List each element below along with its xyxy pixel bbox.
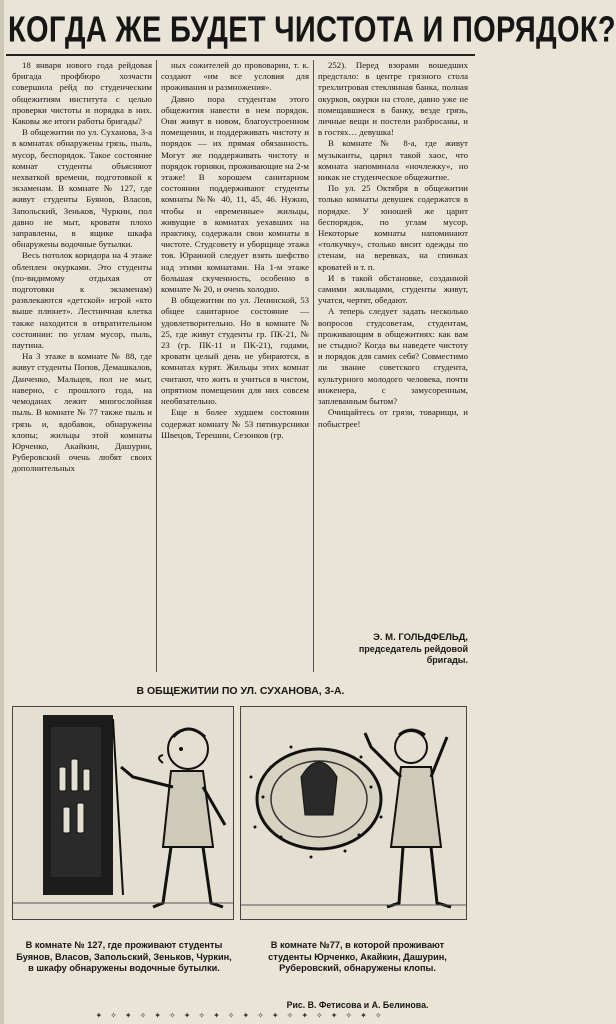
headline-rule (6, 54, 475, 56)
cartoon-caption-wardrobe: В комнате № 127, где проживают студенты Буянов, Власов, Запольский, Зеньков, Чуркин, в шкафу обнаружены водочные бутылки. (16, 940, 232, 973)
signature-name: Э. М. ГОЛЬДФЕЛЬД, (373, 632, 468, 643)
paragraph: В общежитии по ул. Суханова, 3-а в комнатах обнаружены грязь, пыль, мусор, беспорядок. Такое состояние комнат студенты объясняют нехваткой времени, подготовкой к экзаменам. В комнате № 127, где живут студенты Буянов, Власов, Запольский, Зеньков, Чуркин, пол давно не мыт, кровати плохо заправлены, в ящике шкафа обнаружены водочные бутылки. (12, 127, 152, 250)
paragraph: А теперь следует задать несколько вопросов студсоветам, студентам, проживающим в общежитиях: как вам не стыдно? Когда вы наведете чистоту и порядок для самих себя? Совместимо ли звание советского студента, культурного молодого человека, почти инженера, с замусоренным, заплеванным бытом? (318, 306, 468, 407)
article-column-3 (318, 60, 468, 660)
signature (318, 632, 468, 666)
paragraph: Еще в более худшем состоянии содержат комнату № 53 пятикурсники Швецов, Терешин, Сезонков (гр. (161, 407, 309, 440)
article-column-2 (161, 60, 309, 692)
headline: КОГДА ЖЕ БУДЕТ ЧИСТОТА И ПОРЯДОК? (8, 10, 616, 50)
paragraph: 18 января нового года рейдовая бригада профбюро хозчасти совершила рейд по студенческим общежитиям института с целью проверки чистоты и порядка в них. Каковы же итоги работы бригады? (12, 60, 152, 127)
paragraph: В общежитии по ул. Ленинской, 53 общее санитарное состояние — удовлетворительно. Но в комнате № 25, где живут студенты гр. ПК-21, № 23 (гр. ПК-11 и ПК-21), годами, кровати целый день не убираются, в комнатах курят. Жильцы этих комнат считают, что жить и учиться в чистом, опрятном помещении для них совсем необязательно. (161, 295, 309, 407)
cartoon-bedbugs-drawing (241, 707, 466, 919)
paragraph: И в такой обстановке, созданной самими жильцами, студенты живут, учатся, чертят, обедают. (318, 272, 468, 306)
paragraph: Давно пора студентам этого общежития навести в нем порядок. Они живут в новом, благоустроенном помещении, и поддерживать чистоту и порядок — их прямая обязанность. Могут же поддерживать чистоту и порядок горняки, проживающие на 2-м этаже! В хорошем санитарном состоянии поддерживают студенты комнаты №№ 40, 11, 45, 46. Нужно, чтобы и «временные» жильцы, живущие в комнатах уехавших на практику, содержали свои комнаты в чистоте. Студсовету и уборщице этажа тов. Юраиной следует взять шефство над этими комнатами. На 1-м этаже большая скученность, особенно в комнате № 20, и очень холодно. (161, 93, 309, 295)
cartoon-caption-bedbugs: В комнате №77, в которой проживают студенты Юрченко, Акайкин, Дашурин, Руберовский, обнаружены клопы. (268, 940, 447, 973)
cartoon-bedbugs (240, 706, 467, 920)
cartoon-subhead: В ОБЩЕЖИТИИ ПО УЛ. СУХАНОВА, 3-А. (136, 685, 345, 697)
paragraph: ных сожителей до прововарин, т. к. создают «им все условия для проживания и размножения». (161, 60, 309, 93)
signature-position: председатель рейдовой бригады. (358, 644, 468, 665)
paragraph: По ул. 25 Октября в общежитии только комнаты девушек содержатся в порядке. У юношей же царит беспорядок, по углам мусор. Некоторые комнаты напоминают «толкучку», столько висит одежды по стенам, на веревках, на спинках кроватей и т. п. (318, 183, 468, 272)
cartoon-wardrobe (12, 706, 234, 920)
paragraph: В комнате № 8-а, где живут музыканты, царил такой хаос, что комната напоминала «ночлежку», но никак не студенческое общежитие. (318, 138, 468, 183)
article-column-1 (12, 60, 152, 672)
column-divider (313, 60, 314, 672)
paragraph: Весь потолок коридора на 4 этаже облеплен окурками. Это студенты (по-видимому отдыхая от подготовки к экзаменам) развлекаются «детской» игрой «кто выше плюнет». Лестничная клетка также находится в отвратительном состоянии: по углам мусор, пыль, паутина. (12, 250, 152, 351)
paragraph: На 3 этаже в комнате № 88, где живут студенты Попов, Демашкалов, Данченко, Мальцев, пол не мыт, наверно, с прошлого года, на чемоданах лежит многослойная пыль. В комнате № 77 также пыль и грязь и, вдобавок, обнаружены клопы; жильцы этой комнаты Юрченко, Акайкин, Дашурин, Руберовский очень любят своих дополнительных (12, 351, 152, 474)
column-divider (156, 60, 157, 672)
illustration-credit: Рис. В. Фетисова и А. Белинова. (286, 1000, 429, 1010)
cartoon-wardrobe-drawing (13, 707, 233, 919)
paragraph: 252). Перед взорами вошедших предстало: в центре грязного стола трехлитровая стеклянная банка, полная окурков, окурки на столе, давно уже не помещавшиеся в банку, везде грязь, личные вещи и постели разбросаны, и в гостях… девушка! (318, 60, 468, 138)
paragraph: Очищайтесь от грязи, товарищи, и побыстрее! (318, 407, 468, 429)
ornament-divider: ✦ ✧ ✦ ✧ ✦ ✧ ✦ ✧ ✦ ✧ ✦ ✧ ✦ ✧ ✦ ✧ ✦ ✧ ✦ ✧ (95, 1011, 385, 1020)
page-edge (0, 0, 4, 1024)
